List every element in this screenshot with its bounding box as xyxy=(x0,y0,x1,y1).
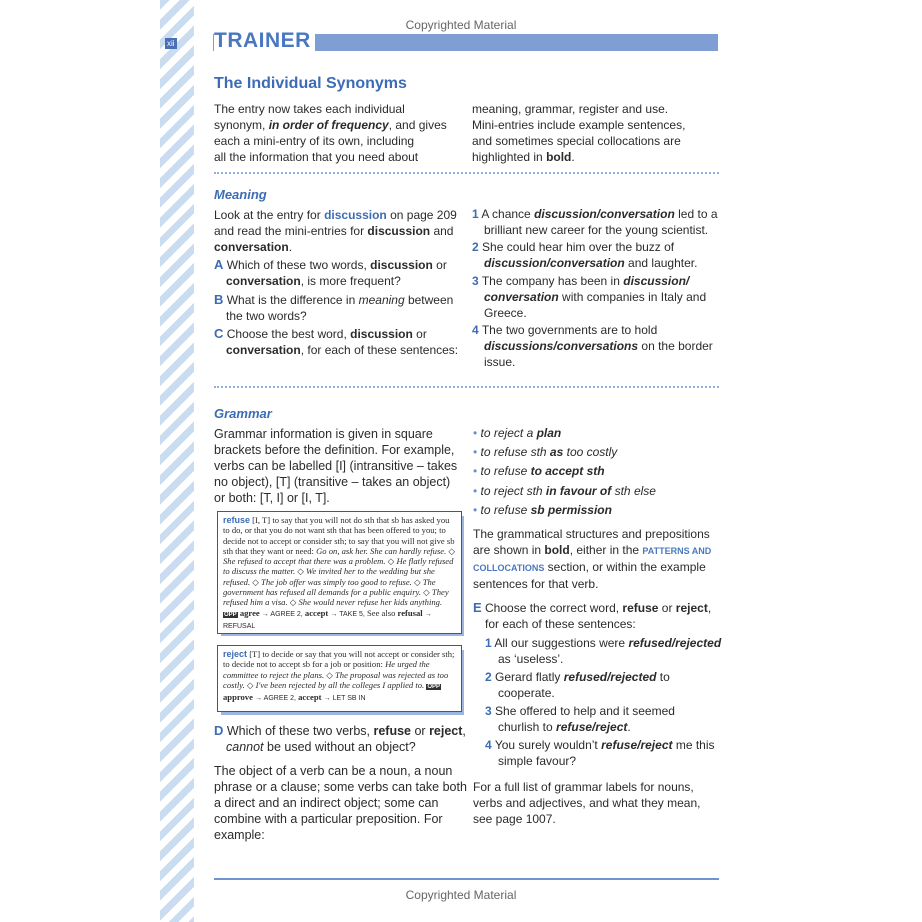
trainer-title: TRAINER xyxy=(214,29,315,53)
intro-right: meaning, grammar, register and use. Mini-entries include example sentences, and sometimes special collocations are highlighted in bold. xyxy=(472,102,686,164)
divider xyxy=(214,172,719,174)
final-note: For a full list of grammar labels for nouns, verbs and adjectives, and what they mean, see page 1007. xyxy=(473,780,701,826)
grammar-heading: Grammar xyxy=(214,406,272,421)
divider xyxy=(214,386,719,388)
section-title: The Individual Synonyms xyxy=(214,75,407,92)
copyright-top: Copyrighted Material xyxy=(405,18,517,32)
meaning-sentence-4: 4 The two governments are to hold discussions/conversations on the border issue. xyxy=(472,323,713,369)
example-bullet: • to refuse to accept sth xyxy=(473,464,605,478)
copyright-bottom: Copyrighted Material xyxy=(405,888,517,902)
question-b: B What is the difference in meaning between the two words? xyxy=(214,292,454,323)
object-text: The object of a verb can be a noun, a noun phrase or a clause; some verbs can take both a direct and an indirect object; some can combine with a particular preposition. For example: xyxy=(214,764,467,842)
grammar-sentence-2: 2 Gerard flatly refused/rejected to cooperate. xyxy=(485,670,670,700)
meaning-sentence-1: 1 A chance discussion/conversation led to a brilliant new career for the young scientist. xyxy=(472,207,718,237)
refuse-entry: refuse [I, T] to say that you will not do sth that sb has asked you to do, or that you do not want sth that has been offered to you; to decide not to accept or consider sth; to say that you will not give sb sth that they want or need: Go on, ask her. She can hardly refuse. ◇ She refused to accept that there was a problem. ◇ He flatly refused to discuss the matter. ◇ We invited her to the wedding but she refused. ◇ The job offer was simply too good to refuse. ◇ The government has refused all demands for a public enquiry. ◇ They refused him a visa. ◇ She would never refuse her kids anything. OPP agree → AGREE 2, accept → TAKE 5, See also refusal → REFUSAL xyxy=(217,511,462,634)
meaning-heading: Meaning xyxy=(214,187,267,202)
page-number: xii xyxy=(167,39,175,48)
question-a: A Which of these two words, discussion or conversation, is more frequent? xyxy=(214,257,447,288)
grammar-sentence-1: 1 All our suggestions were refused/rejected as ‘useless’. xyxy=(485,636,722,666)
example-bullet: • to reject a plan xyxy=(473,426,562,440)
meaning-sentence-3: 3 The company has been in discussion/ conversation with companies in Italy and Greece. xyxy=(472,274,707,320)
question-e: E Choose the correct word, refuse or reject, for each of these sentences: xyxy=(473,600,712,631)
structures-text: The grammatical structures and prepositions are shown in bold, either in the PATTERNS AND COLLOCATIONS section, or within the example sentences for that verb. xyxy=(473,527,712,591)
example-bullet: • to refuse sth as too costly xyxy=(473,445,618,459)
grammar-intro: Grammar information is given in square brackets before the definition. For example, verbs can be labelled [I] (intransitive – takes no object), [T] (transitive – takes an object) or both: [T, I] or [I, T]. xyxy=(214,427,458,505)
page-edge-stripes xyxy=(160,0,194,922)
question-c: C Choose the best word, discussion or conversation, for each of these sentences: xyxy=(214,326,459,357)
example-bullet: • to reject sth in favour of sth else xyxy=(473,484,656,498)
grammar-sentence-3: 3 She offered to help and it seemed churlish to refuse/reject. xyxy=(485,704,675,734)
question-d: D Which of these two verbs, refuse or reject, cannot be used without an object? xyxy=(214,723,466,754)
footer-rule xyxy=(214,878,719,880)
meaning-intro: Look at the entry for discussion on page 209 and read the mini-entries for discussion and conversation. xyxy=(214,208,457,254)
grammar-sentence-4: 4 You surely wouldn’t refuse/reject me this simple favour? xyxy=(485,738,715,768)
example-bullet: • to refuse sb permission xyxy=(473,503,612,517)
reject-entry: reject [T] to decide or say that you will not accept or consider sth; to decide not to accept sb for a job or position: He urged the committee to reject the plans. ◇ The proposal was rejected as too costly. ◇ I've been rejected by all the colleges I applied to. OPP approve → AGREE 2, accept → LET SB IN xyxy=(217,645,462,712)
intro-left: The entry now takes each individual synonym, in order of frequency, and gives each a mini-entry of its own, including all the information that you need about xyxy=(214,102,447,164)
meaning-sentence-2: 2 She could hear him over the buzz of discussion/conversation and laughter. xyxy=(472,240,698,270)
